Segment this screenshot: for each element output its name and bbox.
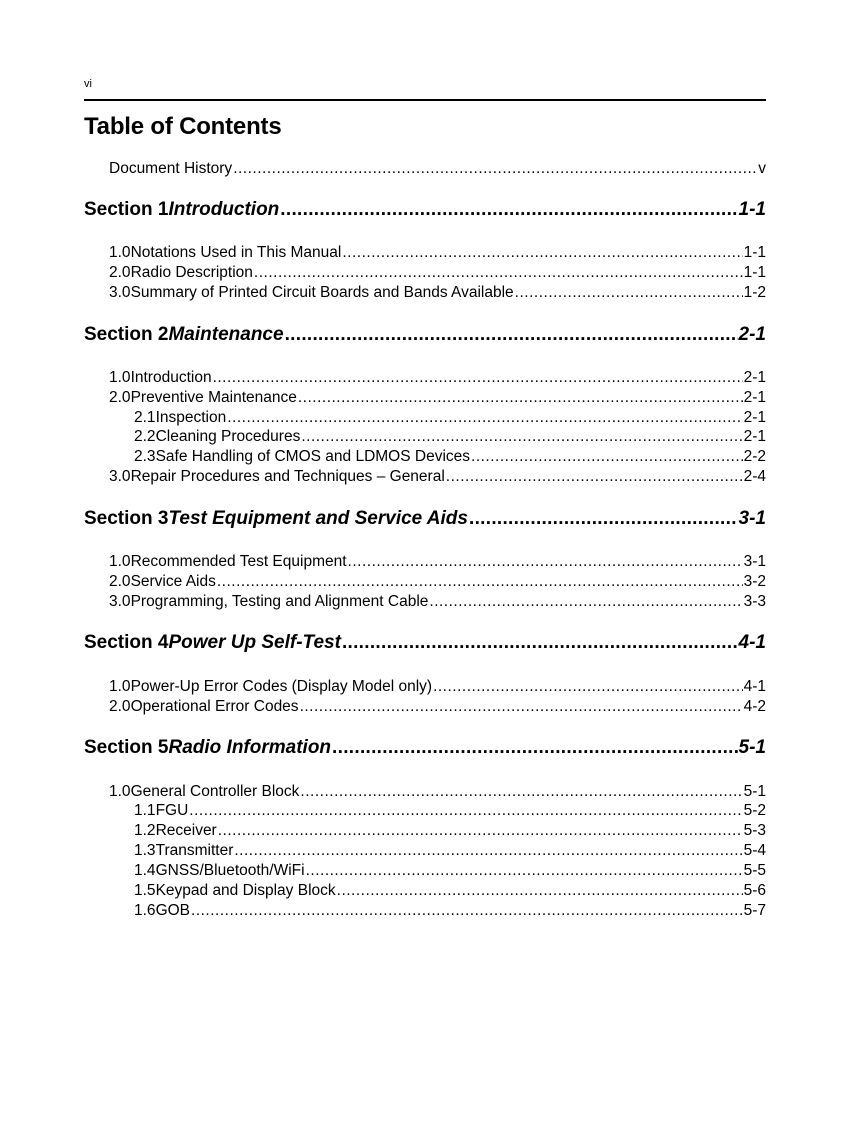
dot-leader (298, 388, 743, 408)
toc-entry[interactable] (134, 881, 766, 901)
section-title: Introduction (168, 199, 280, 220)
toc-entry-number: 3.0 (109, 593, 131, 610)
toc-entry-page: 3-1 (743, 553, 766, 570)
toc-entry-page: 2-2 (743, 448, 766, 465)
toc-entry-title: GOB (155, 902, 191, 919)
toc-entry-title: Power-Up Error Codes (Display Model only) (130, 678, 433, 695)
dot-leader (471, 447, 743, 467)
toc-entry-title: Keypad and Display Block (155, 882, 336, 899)
page-number: vi (84, 78, 92, 90)
toc-entry-page: 5-7 (743, 902, 766, 919)
section-page: 1-1 (738, 199, 766, 220)
toc-entry[interactable] (134, 841, 766, 861)
toc-entry-page: 5-5 (743, 862, 766, 879)
dot-leader (301, 427, 742, 447)
toc-entry-number: 1.0 (109, 244, 131, 261)
toc-entry-title: GNSS/Bluetooth/WiFi (155, 862, 305, 879)
toc-entry-page: 2-1 (743, 428, 766, 445)
toc-entry[interactable] (109, 263, 766, 283)
toc-entry[interactable] (134, 447, 766, 467)
section-page: 5-1 (738, 737, 766, 758)
dot-leader (280, 198, 737, 222)
toc-entry-title: Transmitter (155, 842, 234, 859)
section-page: 4-1 (738, 632, 766, 653)
toc-entry-page: 2-1 (743, 369, 766, 386)
toc-entry[interactable] (109, 283, 766, 303)
toc-entry-page: 5-6 (743, 882, 766, 899)
toc-entry[interactable] (109, 592, 766, 612)
toc-entry-title: Preventive Maintenance (130, 389, 297, 406)
toc-entry[interactable] (109, 368, 766, 388)
toc-entry[interactable] (109, 552, 766, 572)
section-label: Section 5 (84, 737, 169, 758)
section-3-heading[interactable] (84, 507, 766, 531)
section-4-heading[interactable] (84, 631, 766, 655)
dot-leader (218, 821, 743, 841)
toc-entry-page: v (758, 160, 766, 177)
toc-entry-number: 2.0 (109, 264, 131, 281)
toc-entry-number: 1.0 (109, 678, 131, 695)
dot-leader (213, 368, 743, 388)
toc-entry[interactable] (109, 467, 766, 487)
dot-leader (429, 592, 742, 612)
section-label: Section 3 (84, 508, 169, 529)
dot-leader (515, 283, 743, 303)
toc-entry[interactable] (134, 861, 766, 881)
toc-entry[interactable] (109, 243, 766, 263)
section-2-heading[interactable] (84, 323, 766, 347)
dot-leader (254, 263, 743, 283)
toc-entry-number: 1.4 (134, 862, 156, 879)
toc-entry-number: 3.0 (109, 468, 131, 485)
dot-leader (348, 552, 743, 572)
toc-entry-page: 2-4 (743, 468, 766, 485)
toc-entry[interactable] (134, 821, 766, 841)
dot-leader (332, 736, 737, 760)
toc-entry-page: 1-1 (743, 244, 766, 261)
toc-entry-number: 1.3 (134, 842, 156, 859)
toc-entry-title: Operational Error Codes (130, 698, 299, 715)
toc-entry-number: 2.0 (109, 698, 131, 715)
toc-entry[interactable] (109, 388, 766, 408)
toc-entry-page: 2-1 (743, 409, 766, 426)
toc-entry-title: Repair Procedures and Techniques – General (130, 468, 445, 485)
toc-entry-number: 2.0 (109, 573, 131, 590)
page-title: Table of Contents (84, 113, 282, 140)
header-rule (84, 99, 766, 101)
toc-entry-number: 1.2 (134, 822, 156, 839)
section-1-heading[interactable] (84, 198, 766, 222)
section-page: 2-1 (738, 324, 766, 345)
toc-entry[interactable] (109, 677, 766, 697)
dot-leader (306, 861, 743, 881)
section-label: Section 2 (84, 324, 169, 345)
toc-entry-title: Inspection (155, 409, 227, 426)
toc-entry-number: 1.1 (134, 802, 156, 819)
toc-entry-title: Receiver (155, 822, 217, 839)
toc-entry-number: 3.0 (109, 284, 131, 301)
toc-entry-page: 3-2 (743, 573, 766, 590)
section-label: Section 1 (84, 199, 169, 220)
dot-leader (189, 801, 742, 821)
toc-entry-page: 1-2 (743, 284, 766, 301)
toc-entry-title: Introduction (130, 369, 212, 386)
dot-leader (300, 697, 743, 717)
dot-leader (191, 901, 743, 921)
toc-entry[interactable] (109, 782, 766, 802)
dot-leader (233, 159, 757, 179)
toc-entry-page: 5-4 (743, 842, 766, 859)
dot-leader (300, 782, 742, 802)
toc-entry[interactable] (134, 408, 766, 428)
section-title: Radio Information (168, 737, 332, 758)
section-title: Maintenance (168, 324, 284, 345)
toc-entry[interactable] (134, 801, 766, 821)
toc-entry-title: Cleaning Procedures (155, 428, 301, 445)
dot-leader (234, 841, 742, 861)
toc-entry-page: 1-1 (743, 264, 766, 281)
toc-entry-title: Service Aids (130, 573, 216, 590)
toc-entry-page: 2-1 (743, 389, 766, 406)
section-title: Power Up Self-Test (168, 632, 341, 653)
toc-entry-title: Recommended Test Equipment (130, 553, 347, 570)
toc-entry-number: 1.5 (134, 882, 156, 899)
section-title: Test Equipment and Service Aids (168, 508, 468, 529)
toc-entry-title: Notations Used in This Manual (130, 244, 342, 261)
toc-entry-page: 3-3 (743, 593, 766, 610)
toc-entry-page: 4-2 (743, 698, 766, 715)
section-5-heading[interactable] (84, 736, 766, 760)
section-page: 3-1 (738, 508, 766, 529)
toc-entry[interactable] (134, 427, 766, 447)
toc-entry[interactable] (109, 697, 766, 717)
toc-entry-title: Safe Handling of CMOS and LDMOS Devices (155, 448, 471, 465)
toc-entry-number: 1.0 (109, 553, 131, 570)
toc-entry-number: 1.6 (134, 902, 156, 919)
toc-entry-page: 5-3 (743, 822, 766, 839)
toc-entry-title: General Controller Block (130, 783, 300, 800)
toc-entry[interactable] (134, 901, 766, 921)
dot-leader (227, 408, 742, 428)
toc-entry[interactable] (109, 572, 766, 592)
dot-leader (285, 323, 738, 347)
dot-leader (217, 572, 743, 592)
toc-entry-number: 2.1 (134, 409, 156, 426)
dot-leader (342, 631, 738, 655)
toc-entry-title: Programming, Testing and Alignment Cable (130, 593, 429, 610)
dot-leader (446, 467, 743, 487)
toc-entry-title: Document History (109, 160, 233, 177)
toc-entry-number: 1.0 (109, 783, 131, 800)
toc-entry-number: 2.2 (134, 428, 156, 445)
toc-entry-title: FGU (155, 802, 189, 819)
dot-leader (433, 677, 743, 697)
toc-entry-number: 2.3 (134, 448, 156, 465)
toc-entry-title: Radio Description (130, 264, 253, 281)
toc-entry-number: 2.0 (109, 389, 131, 406)
dot-leader (469, 507, 738, 531)
toc-entry-document-history[interactable] (109, 159, 766, 179)
toc-entry-page: 5-1 (743, 783, 766, 800)
toc-entry-page: 5-2 (743, 802, 766, 819)
toc-entry-page: 4-1 (743, 678, 766, 695)
dot-leader (342, 243, 742, 263)
toc-entry-title: Summary of Printed Circuit Boards and Bands Available (130, 284, 514, 301)
toc-entry-number: 1.0 (109, 369, 131, 386)
dot-leader (337, 881, 743, 901)
section-label: Section 4 (84, 632, 169, 653)
